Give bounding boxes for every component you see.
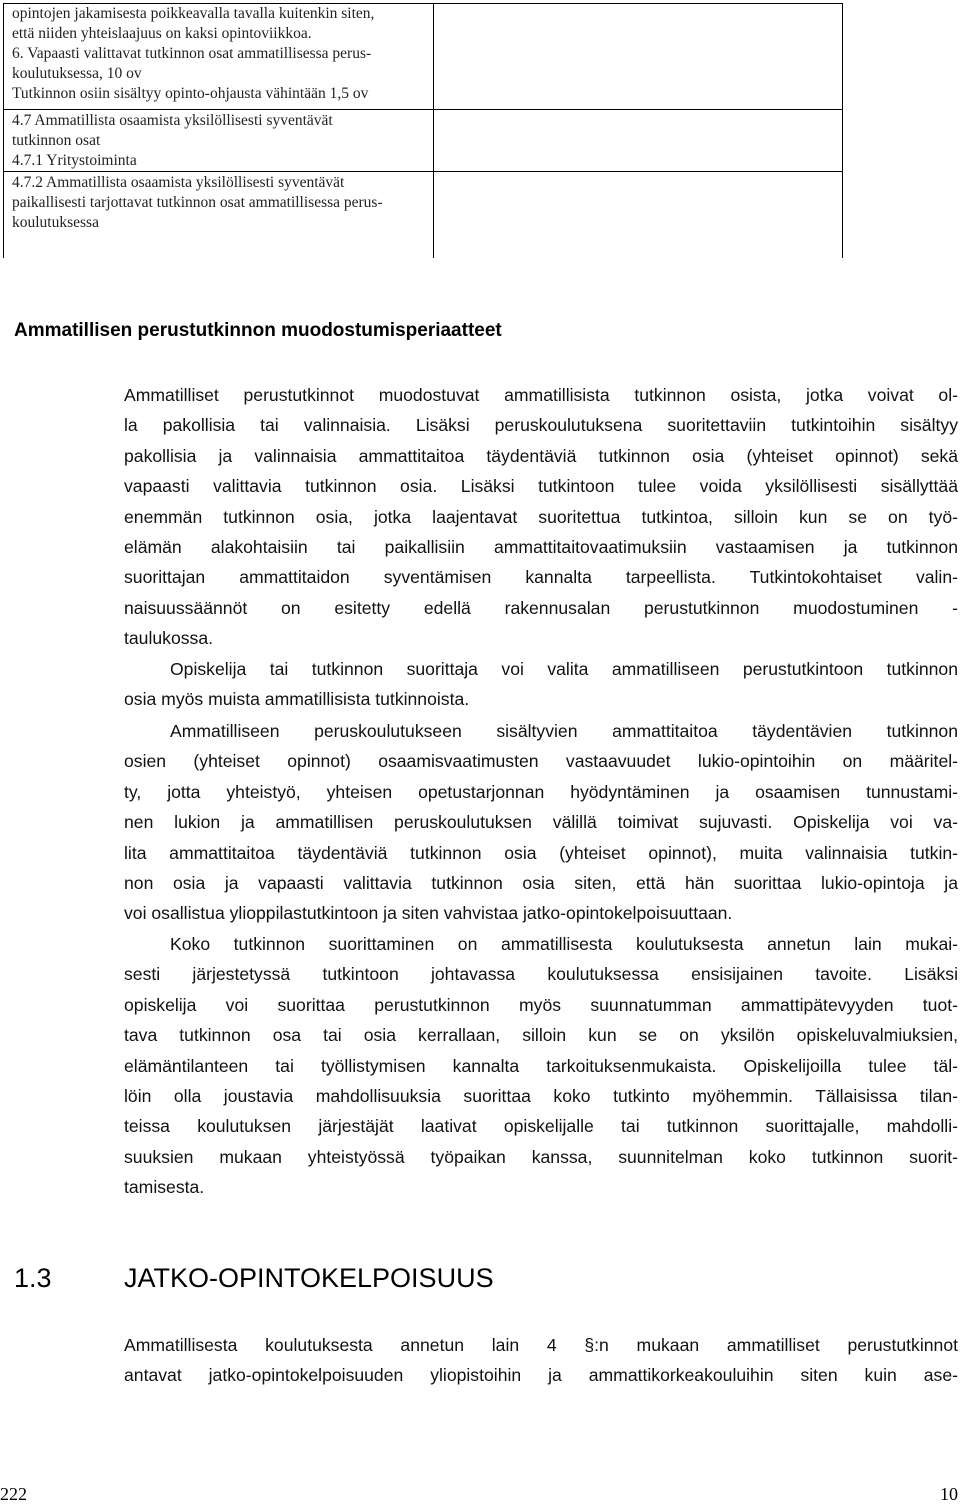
heading-title: JATKO-OPINTOKELPOISUUS — [124, 1263, 494, 1293]
text-line: tava tutkinnon osa tai osia kerrallaan, silloin kun se on yksilön opiskeluvalmiuksien, — [124, 1025, 958, 1046]
text-line: ty, jotta yhteistyö, yhteisen opetustarjonnan hyödyntäminen ja osaamisen tunnustami- — [124, 781, 958, 802]
text-line: naisuussäännöt on esitetty edellä rakennusalan perustutkinnon muodostuminen - — [124, 597, 958, 618]
table-cell-line: 4.7 Ammatillista osaamista yksilöllisesti syventävät — [12, 112, 333, 129]
text-line: osien (yhteiset opinnot) osaamisvaatimusten vastaavuudet lukio-opintoihin on määritel- — [124, 751, 958, 772]
text-line: opiskelija voi suorittaa perustutkinnon myös suunnatumman ammattipätevyyden tuot- — [124, 994, 958, 1015]
paragraph-other-qualifications — [124, 654, 958, 715]
paragraph-completion — [124, 929, 958, 1203]
table-fragment — [0, 0, 843, 258]
text-line: voi osallistua ylioppilastutkintoon ja siten vahvistaa jatko-opintokelpoisuuttaan. — [124, 903, 733, 924]
text-line: vapaasti valittavia tutkinnon osia. Lisäksi tutkintoon tulee voida yksilöllisesti sisällyttää — [124, 476, 958, 497]
table-cell-block-3 — [12, 173, 422, 233]
text-line: Ammatillisesta koulutuksesta annetun lain 4 §:n mukaan ammatilliset perustutkinnot — [124, 1335, 958, 1355]
paragraph-eligibility — [124, 1330, 958, 1391]
text-line: Ammatilliset perustutkinnot muodostuvat ammatillisista tutkinnon osista, jotka voivat ol- — [124, 385, 958, 405]
table-cell-line: paikallisesti tarjottavat tutkinnon osat ammatillisessa perus- — [12, 194, 383, 211]
page-number-left: 222 — [0, 1484, 27, 1504]
text-line: löin olla joustavia mahdollisuuksia suorittaa koko tutkinto myöhemmin. Tällaisissa tilan- — [124, 1085, 958, 1106]
table-cell-line: koulutuksessa, 10 ov — [12, 65, 142, 82]
paragraph-common-studies — [124, 716, 958, 929]
table-cell-line: Tutkinnon osiin sisältyy opinto-ohjausta vähintään 1,5 ov — [12, 85, 369, 102]
section-heading: Ammatillisen perustutkinnon muodostumisperiaatteet — [14, 320, 502, 341]
text-line: teissa koulutuksen järjestäjät laativat opiskelijalle tai tutkinnon suorittajalle, mahdolli- — [124, 1116, 958, 1137]
table-cell-line: 4.7.2 Ammatillista osaamista yksilöllisesti syventävät — [12, 174, 345, 191]
table-cell-line: tutkinnon osat — [12, 132, 101, 149]
text-line: Opiskelija tai tutkinnon suorittaja voi valita ammatilliseen perustutkintoon tutkinnon — [170, 659, 958, 679]
table-cell-line: opintojen jakamisesta poikkeavalla tavalla kuitenkin siten, — [12, 5, 375, 22]
text-line: taulukossa. — [124, 628, 213, 649]
table-cell-block-1 — [12, 4, 422, 104]
text-line: antavat jatko-opintokelpoisuuden yliopistoihin ja ammattikorkeakouluihin siten kuin ase- — [124, 1365, 958, 1386]
table-row-divider-1 — [3, 109, 843, 110]
table-cell-line: että niiden yhteislaajuus on kaksi opintoviikkoa. — [12, 25, 312, 42]
heading-number: 1.3 — [14, 1263, 52, 1293]
text-line: tamisesta. — [124, 1177, 205, 1198]
text-line: nen lukion ja ammatillisen peruskoulutuksen välillä toimivat sujuvasti. Opiskelija voi va- — [124, 812, 958, 833]
text-line: Ammatilliseen peruskoulutukseen sisältyvien ammattitaitoa täydentävien tutkinnon — [170, 721, 958, 741]
table-row-divider-2 — [3, 171, 843, 172]
table-cell-line: 6. Vapaasti valittavat tutkinnon osat ammatillisessa perus- — [12, 45, 372, 62]
page-number-right: 10 — [940, 1484, 958, 1504]
text-line: Koko tutkinnon suorittaminen on ammatillisesta koulutuksesta annetun lain mukai- — [170, 934, 958, 954]
text-line: non osia ja vapaasti valittavia tutkinnon osia siten, että hän suorittaa lukio-opintoja ja — [124, 872, 958, 893]
text-line: suorittajan ammattitaidon syventämisen kannalta tarpeellista. Tutkintokohtaiset valin- — [124, 567, 958, 588]
text-line: enemmän tutkinnon osia, jotka laajentavat suoritettua tutkintoa, silloin kun se on työ- — [124, 506, 958, 527]
text-line: sesti järjestetyssä tutkintoon johtavassa koulutuksessa ensisijainen tavoite. Lisäksi — [124, 964, 958, 985]
table-cell-block-2 — [12, 111, 422, 171]
text-line: suuksien mukaan yhteistyössä työpaikan kanssa, suunnitelman koko tutkinnon suorit- — [124, 1146, 958, 1167]
text-line: elämäntilanteen tai työllistymisen kannalta tarkoituksenmukaista. Opiskelijoilla tulee täl- — [124, 1055, 958, 1076]
text-line: elämän alakohtaisiin tai paikallisiin ammattitaitovaatimuksiin vastaamisen ja tutkinnon — [124, 536, 958, 557]
table-left-border — [3, 3, 4, 258]
paragraph-composition-principles — [124, 380, 958, 654]
table-cell-line: 4.7.1 Yritystoiminta — [12, 152, 137, 169]
text-line: osia myös muista ammatillisista tutkinnoista. — [124, 689, 470, 710]
text-line: la pakollisia tai valinnaisia. Lisäksi peruskoulutuksena suoritettaviin tutkintoihin sisältyy — [124, 415, 958, 436]
table-column-divider — [433, 3, 434, 258]
table-right-border — [842, 3, 843, 258]
text-line: pakollisia ja valinnaisia ammattitaitoa täydentäviä tutkinnon osia (yhteiset opinnot) sekä — [124, 445, 958, 466]
text-line: lita ammattitaitoa täydentäviä tutkinnon osia (yhteiset opinnot), muita valinnaisia tutkin- — [124, 842, 958, 863]
table-cell-line: koulutuksessa — [12, 214, 99, 231]
